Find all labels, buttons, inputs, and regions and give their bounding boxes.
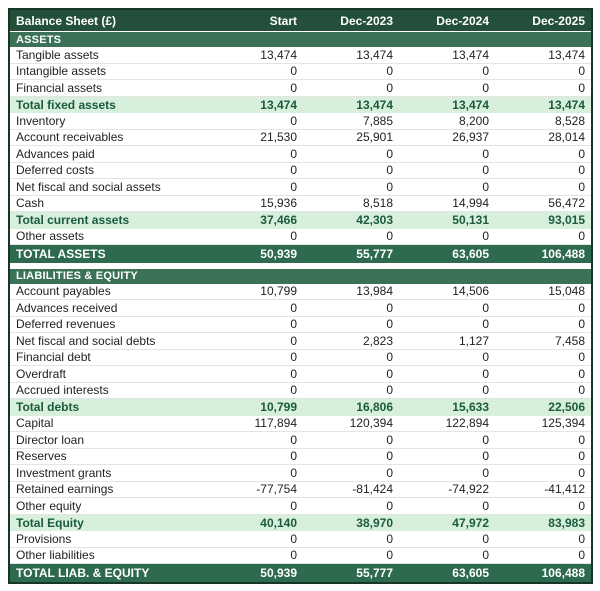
cell-value: 0 bbox=[290, 179, 297, 194]
cell-value: 8,518 bbox=[362, 196, 393, 211]
table-header-row bbox=[10, 10, 591, 32]
table-row bbox=[10, 47, 591, 64]
cell-value: 0 bbox=[482, 498, 489, 513]
cell-value: 0 bbox=[578, 548, 585, 563]
cell-value: 0 bbox=[386, 64, 393, 79]
row-label: Advances paid bbox=[16, 146, 95, 161]
cell-value: 0 bbox=[386, 432, 393, 447]
row-label: Deferred costs bbox=[16, 163, 95, 178]
table-row bbox=[10, 383, 591, 400]
row-label: Capital bbox=[16, 416, 54, 431]
cell-value: -77,754 bbox=[256, 482, 297, 497]
cell-value: 0 bbox=[482, 80, 489, 95]
row-label: Investment grants bbox=[16, 465, 112, 480]
cell-value: 0 bbox=[578, 465, 585, 480]
cell-value: 13,984 bbox=[356, 284, 393, 299]
table-row bbox=[10, 564, 591, 582]
cell-value: 0 bbox=[386, 317, 393, 332]
cell-value: 0 bbox=[386, 548, 393, 563]
cell-value: 15,936 bbox=[260, 196, 297, 211]
cell-value: 26,937 bbox=[452, 130, 489, 145]
cell-value: 0 bbox=[290, 449, 297, 464]
table-row bbox=[10, 366, 591, 383]
cell-value: 0 bbox=[578, 163, 585, 178]
cell-value: 0 bbox=[290, 366, 297, 381]
cell-value: 0 bbox=[290, 113, 297, 128]
section-title: ASSETS bbox=[16, 33, 62, 46]
cell-value: 0 bbox=[290, 80, 297, 95]
cell-value: 0 bbox=[578, 366, 585, 381]
cell-value: 28,014 bbox=[548, 130, 585, 145]
cell-value: 0 bbox=[482, 531, 489, 546]
cell-value: 2,823 bbox=[362, 333, 393, 348]
table-row bbox=[10, 498, 591, 515]
row-label: Advances received bbox=[16, 300, 118, 315]
cell-value: 0 bbox=[290, 300, 297, 315]
cell-value: 0 bbox=[290, 465, 297, 480]
cell-value: 0 bbox=[578, 432, 585, 447]
cell-value: 13,474 bbox=[356, 47, 393, 62]
cell-value: 0 bbox=[578, 64, 585, 79]
cell-value: 13,474 bbox=[548, 97, 585, 112]
row-label: Other equity bbox=[16, 498, 82, 513]
cell-value: 14,506 bbox=[452, 284, 489, 299]
row-label: TOTAL ASSETS bbox=[16, 246, 106, 261]
cell-value: 63,605 bbox=[452, 246, 489, 261]
cell-value: 0 bbox=[578, 80, 585, 95]
row-label: Reserves bbox=[16, 449, 67, 464]
cell-value: 7,885 bbox=[362, 113, 393, 128]
cell-value: 55,777 bbox=[356, 246, 393, 261]
cell-value: 10,799 bbox=[260, 400, 297, 415]
cell-value: 0 bbox=[578, 383, 585, 398]
cell-value: 0 bbox=[386, 366, 393, 381]
cell-value: 0 bbox=[482, 317, 489, 332]
row-label: Net fiscal and social assets bbox=[16, 179, 161, 194]
cell-value: 0 bbox=[578, 449, 585, 464]
cell-value: 0 bbox=[482, 300, 489, 315]
table-row bbox=[10, 482, 591, 499]
cell-value: 0 bbox=[290, 317, 297, 332]
table-row bbox=[10, 333, 591, 350]
section-header bbox=[10, 32, 591, 47]
table-row bbox=[10, 399, 591, 416]
row-label: Other assets bbox=[16, 229, 85, 244]
cell-value: 0 bbox=[386, 300, 393, 315]
table-row bbox=[10, 130, 591, 147]
cell-value: -41,412 bbox=[544, 482, 585, 497]
cell-value: 0 bbox=[578, 531, 585, 546]
cell-value: 117,894 bbox=[254, 416, 297, 431]
cell-value: 13,474 bbox=[356, 97, 393, 112]
row-label: Inventory bbox=[16, 113, 66, 128]
cell-value: 0 bbox=[386, 350, 393, 365]
table-row bbox=[10, 212, 591, 229]
cell-value: 0 bbox=[578, 146, 585, 161]
cell-value: 0 bbox=[578, 179, 585, 194]
cell-value: 0 bbox=[578, 498, 585, 513]
cell-value: 14,994 bbox=[452, 196, 489, 211]
cell-value: 0 bbox=[482, 383, 489, 398]
row-label: Total Equity bbox=[16, 515, 84, 530]
cell-value: 0 bbox=[386, 531, 393, 546]
table-row bbox=[10, 284, 591, 301]
cell-value: 0 bbox=[578, 300, 585, 315]
row-label: Intangible assets bbox=[16, 64, 107, 79]
cell-value: 40,140 bbox=[260, 515, 297, 530]
row-label: Other liabilities bbox=[16, 548, 95, 563]
cell-value: 15,048 bbox=[548, 284, 585, 299]
table-row bbox=[10, 531, 591, 548]
cell-value: 0 bbox=[290, 531, 297, 546]
cell-value: 0 bbox=[482, 179, 489, 194]
cell-value: 0 bbox=[482, 432, 489, 447]
column-header: Dec-2025 bbox=[532, 13, 585, 28]
cell-value: 106,488 bbox=[541, 246, 585, 261]
row-label: Overdraft bbox=[16, 366, 67, 381]
cell-value: 0 bbox=[290, 548, 297, 563]
cell-value: 22,506 bbox=[548, 400, 585, 415]
table-row bbox=[10, 80, 591, 97]
table-row bbox=[10, 113, 591, 130]
cell-value: 0 bbox=[290, 64, 297, 79]
cell-value: 122,894 bbox=[445, 416, 489, 431]
table-row bbox=[10, 350, 591, 367]
cell-value: 8,528 bbox=[554, 113, 585, 128]
cell-value: 0 bbox=[482, 350, 489, 365]
table-row bbox=[10, 465, 591, 482]
cell-value: 13,474 bbox=[452, 47, 489, 62]
row-label: Account receivables bbox=[16, 130, 124, 145]
cell-value: 0 bbox=[578, 317, 585, 332]
cell-value: 0 bbox=[578, 229, 585, 244]
cell-value: 50,131 bbox=[452, 213, 489, 228]
cell-value: 0 bbox=[578, 350, 585, 365]
row-label: Retained earnings bbox=[16, 482, 114, 497]
cell-value: 0 bbox=[290, 163, 297, 178]
table-row bbox=[10, 196, 591, 213]
table-row bbox=[10, 432, 591, 449]
cell-value: 0 bbox=[386, 146, 393, 161]
row-label: Director loan bbox=[16, 432, 85, 447]
cell-value: 38,970 bbox=[356, 515, 393, 530]
cell-value: 13,474 bbox=[260, 97, 297, 112]
cell-value: 63,605 bbox=[452, 565, 489, 580]
cell-value: 0 bbox=[386, 179, 393, 194]
table-row bbox=[10, 146, 591, 163]
row-label: Deferred revenues bbox=[16, 317, 116, 332]
section-title: LIABILITIES & EQUITY bbox=[16, 270, 138, 282]
cell-value: 47,972 bbox=[452, 515, 489, 530]
column-header: Dec-2023 bbox=[340, 13, 393, 28]
table-title: Balance Sheet (£) bbox=[16, 13, 117, 28]
cell-value: 21,530 bbox=[260, 130, 297, 145]
cell-value: 42,303 bbox=[356, 213, 393, 228]
cell-value: 0 bbox=[482, 146, 489, 161]
cell-value: 13,474 bbox=[260, 47, 297, 62]
cell-value: 125,394 bbox=[541, 416, 585, 431]
row-label: Provisions bbox=[16, 531, 72, 546]
table-body bbox=[10, 32, 591, 582]
table-row bbox=[10, 416, 591, 433]
cell-value: 37,466 bbox=[260, 213, 297, 228]
cell-value: 106,488 bbox=[541, 565, 585, 580]
row-label: Total current assets bbox=[16, 213, 130, 228]
table-row bbox=[10, 97, 591, 114]
cell-value: 0 bbox=[290, 432, 297, 447]
table-row bbox=[10, 163, 591, 180]
cell-value: 0 bbox=[482, 64, 489, 79]
cell-value: 50,939 bbox=[260, 246, 297, 261]
cell-value: 13,474 bbox=[548, 47, 585, 62]
row-label: Total fixed assets bbox=[16, 97, 116, 112]
row-label: Net fiscal and social debts bbox=[16, 333, 156, 348]
cell-value: 0 bbox=[482, 465, 489, 480]
table-row bbox=[10, 449, 591, 466]
cell-value: 0 bbox=[290, 498, 297, 513]
cell-value: 55,777 bbox=[356, 565, 393, 580]
column-header: Dec-2024 bbox=[436, 13, 489, 28]
cell-value: 0 bbox=[290, 350, 297, 365]
cell-value: 0 bbox=[386, 229, 393, 244]
cell-value: 0 bbox=[386, 163, 393, 178]
cell-value: 50,939 bbox=[260, 565, 297, 580]
table-row bbox=[10, 300, 591, 317]
balance-sheet-table bbox=[8, 8, 593, 584]
cell-value: 0 bbox=[290, 146, 297, 161]
cell-value: 56,472 bbox=[548, 196, 585, 211]
row-label: Accrued interests bbox=[16, 383, 109, 398]
cell-value: 120,394 bbox=[349, 416, 393, 431]
cell-value: 0 bbox=[482, 163, 489, 178]
cell-value: 25,901 bbox=[356, 130, 393, 145]
row-label: Financial debt bbox=[16, 350, 91, 365]
cell-value: 0 bbox=[386, 498, 393, 513]
table-row bbox=[10, 245, 591, 263]
cell-value: 0 bbox=[482, 229, 489, 244]
column-header: Start bbox=[269, 13, 297, 28]
row-label: Cash bbox=[16, 196, 45, 211]
cell-value: 93,015 bbox=[548, 213, 585, 228]
cell-value: 15,633 bbox=[452, 400, 489, 415]
table-row bbox=[10, 317, 591, 334]
cell-value: 0 bbox=[482, 366, 489, 381]
cell-value: -81,424 bbox=[352, 482, 393, 497]
cell-value: 7,458 bbox=[554, 333, 585, 348]
cell-value: 0 bbox=[290, 333, 297, 348]
table-row bbox=[10, 64, 591, 81]
table-row bbox=[10, 548, 591, 565]
cell-value: 8,200 bbox=[458, 113, 489, 128]
cell-value: 0 bbox=[386, 449, 393, 464]
cell-value: 1,127 bbox=[458, 333, 489, 348]
table-row bbox=[10, 179, 591, 196]
cell-value: 0 bbox=[290, 229, 297, 244]
section-header bbox=[10, 269, 591, 284]
row-label: Account payables bbox=[16, 284, 111, 299]
cell-value: 0 bbox=[386, 383, 393, 398]
row-label: Financial assets bbox=[16, 80, 103, 95]
cell-value: 0 bbox=[290, 383, 297, 398]
table-row bbox=[10, 515, 591, 532]
cell-value: 83,983 bbox=[548, 515, 585, 530]
row-label: TOTAL LIAB. & EQUITY bbox=[16, 565, 150, 580]
table-row bbox=[10, 229, 591, 246]
cell-value: 0 bbox=[386, 80, 393, 95]
cell-value: 0 bbox=[386, 465, 393, 480]
cell-value: 0 bbox=[482, 449, 489, 464]
cell-value: 0 bbox=[482, 548, 489, 563]
cell-value: 10,799 bbox=[260, 284, 297, 299]
cell-value: 16,806 bbox=[356, 400, 393, 415]
row-label: Tangible assets bbox=[16, 47, 99, 62]
cell-value: -74,922 bbox=[448, 482, 489, 497]
row-label: Total debts bbox=[16, 400, 80, 415]
cell-value: 13,474 bbox=[452, 97, 489, 112]
